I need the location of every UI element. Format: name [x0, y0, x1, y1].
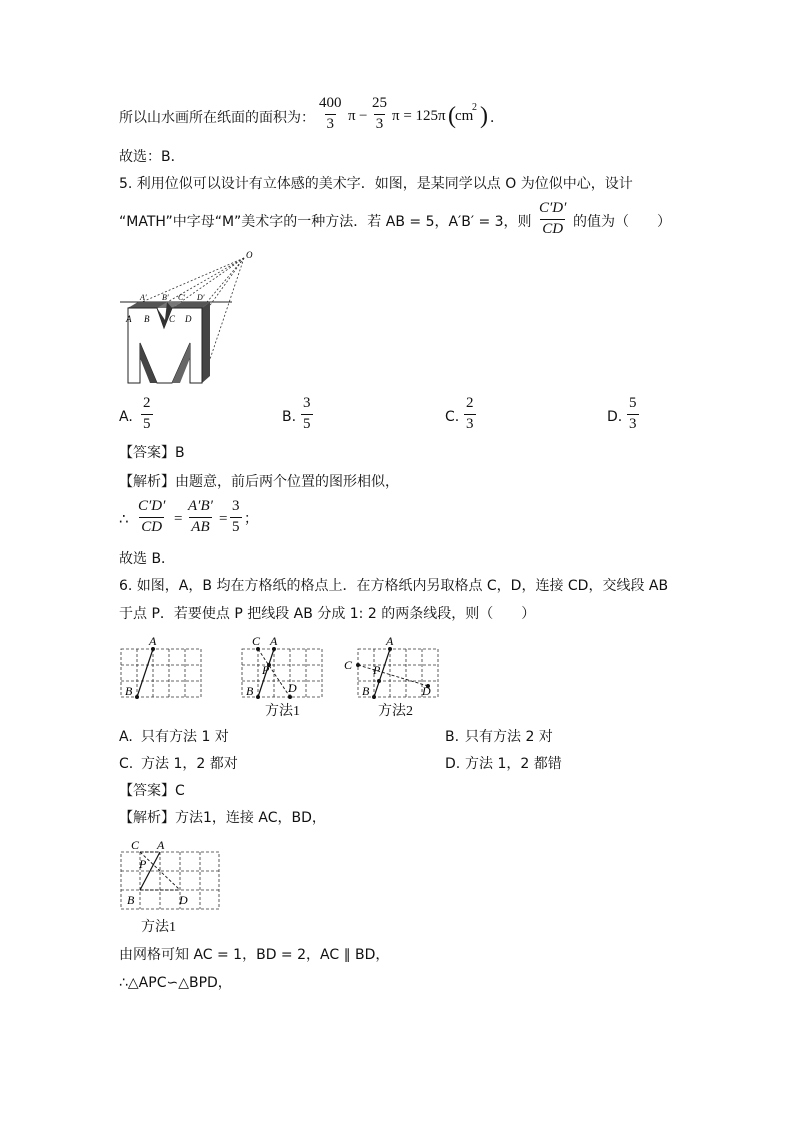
grid3-label-B: B	[362, 684, 370, 698]
label-C: C	[169, 314, 176, 324]
q6-option-c-text: 方法 1，2 都对	[141, 756, 238, 772]
right-paren: )	[480, 103, 488, 129]
q5-option-d-fraction: $\frac{5}{3}$	[629, 395, 637, 432]
grid3-label-A: A	[386, 634, 394, 648]
area-pi-1: π	[348, 108, 356, 124]
q6-similar-line: ∴△APC∽△BPD，	[119, 975, 232, 991]
grid-figure-method1	[240, 632, 330, 702]
analysis-grid-figure	[119, 835, 224, 915]
area-minus: −	[359, 108, 368, 124]
q5-option-c-fraction: $\frac{2}{3}$	[466, 395, 474, 432]
q5-analysis: 【解析】由题意，前后两个位置的图形相似，	[119, 474, 399, 490]
equals-1: =	[174, 511, 183, 527]
q6-answer: 【答案】C	[119, 783, 185, 799]
grid3-label-D: D	[422, 684, 431, 698]
q6-option-a-letter: A.	[119, 729, 133, 745]
q6-option-a-text: 只有方法 1 对	[141, 729, 229, 745]
analysis-caption-method1: 方法1	[141, 920, 176, 935]
area-prefix: 所以山水画所在纸面的面积为：	[119, 110, 315, 126]
grid2-label-C: C	[252, 634, 261, 648]
label-A: A	[126, 314, 132, 324]
grid2-label-B: B	[246, 684, 254, 698]
label-C-prime: C′	[178, 293, 186, 302]
label-D: D	[185, 314, 192, 324]
analysis-label-C: C	[131, 838, 140, 852]
q6-analysis: 【解析】方法1，连接 AC，BD，	[119, 810, 326, 826]
area-tail: ．	[490, 110, 504, 126]
eq-end: ；	[244, 511, 258, 527]
eq-fraction-ab: $\frac{A'B'}{AB}$	[188, 498, 213, 535]
analysis-label-D: D	[179, 893, 188, 907]
q6-grid-line: 由网格可知 AC = 1，BD = 2，AC ∥ BD，	[119, 947, 390, 963]
m-side-face	[202, 302, 210, 383]
left-paren: (	[448, 103, 456, 129]
equals-2: =	[219, 511, 228, 527]
label-B: B	[144, 314, 150, 324]
grid-figure-method2	[342, 632, 442, 702]
grid-figure-plain	[119, 632, 209, 702]
q5-question-fraction: $\frac{C'D'}{CD}$	[539, 200, 567, 237]
caption-method1: 方法1	[265, 704, 300, 719]
therefore-symbol: ∴	[119, 510, 129, 528]
q5-option-b-fraction: $\frac{3}{5}$	[303, 395, 311, 432]
label-A-prime: A′	[140, 293, 147, 302]
area-fraction-2: $\frac{25}{3}$	[372, 95, 387, 132]
grid3-label-C: C	[344, 658, 353, 672]
area-unit-exponent: 2	[472, 102, 477, 113]
analysis-label-A: A	[157, 838, 165, 852]
label-B-prime: B′	[162, 293, 169, 302]
q5-line2-prefix: “MATH”中字母“M”美术字的一种方法．若 AB = 5，A′B′ = 3，则	[119, 214, 532, 230]
grid1-label-A: A	[149, 634, 157, 648]
q5-option-b-letter: B.	[282, 409, 297, 425]
area-result: π = 125π	[392, 108, 446, 124]
q5-line1: 5. 利用位似可以设计有立体感的美术字．如图，是某同学以点 O 为位似中心，设计	[119, 176, 633, 192]
eq-fraction-3-5: $\frac{3}{5}$	[232, 498, 240, 535]
q5-choose: 故选 B．	[119, 551, 176, 567]
q5-option-d-letter: D.	[607, 409, 623, 425]
q6-line2: 于点 P．若要使点 P 把线段 AB 分成 1: 2 的两条线段，则（ ）	[119, 606, 536, 622]
q6-line1: 6. 如图，A，B 均在方格纸的格点上．在方格纸内另取格点 C，D，连接 CD，交线段 AB	[119, 578, 669, 594]
q5-option-a-fraction: $\frac{2}{5}$	[143, 395, 151, 432]
q5-line2-suffix: 的值为（ ）	[573, 214, 671, 230]
m-letter-figure	[110, 248, 270, 388]
q6-option-d-text: 方法 1，2 都错	[465, 756, 562, 772]
q6-option-c-letter: C.	[119, 756, 134, 772]
choose-b-1: 故选：B．	[119, 149, 185, 165]
q5-option-a-letter: A.	[119, 409, 133, 425]
q6-option-d-letter: D.	[445, 756, 461, 772]
grid2-label-D: D	[288, 681, 297, 695]
area-unit: cm	[455, 108, 474, 124]
q6-option-b-text: 只有方法 2 对	[465, 729, 553, 745]
area-fraction-1: $\frac{400}{3}$	[319, 95, 342, 132]
label-O: O	[246, 250, 253, 260]
q5-option-c-letter: C.	[445, 409, 460, 425]
eq-fraction-cd: $\frac{C'D'}{CD}$	[138, 498, 166, 535]
q6-option-b-letter: B.	[445, 729, 460, 745]
analysis-label-P: P	[139, 857, 147, 871]
grid1-label-B: B	[125, 684, 133, 698]
q5-answer: 【答案】B	[119, 445, 185, 461]
grid2-label-A: A	[270, 634, 278, 648]
label-D-prime: D′	[197, 293, 205, 302]
caption-method2: 方法2	[378, 704, 413, 719]
analysis-label-B: B	[127, 893, 135, 907]
grid2-label-P: P	[262, 663, 270, 677]
grid3-label-P: P	[373, 663, 381, 677]
